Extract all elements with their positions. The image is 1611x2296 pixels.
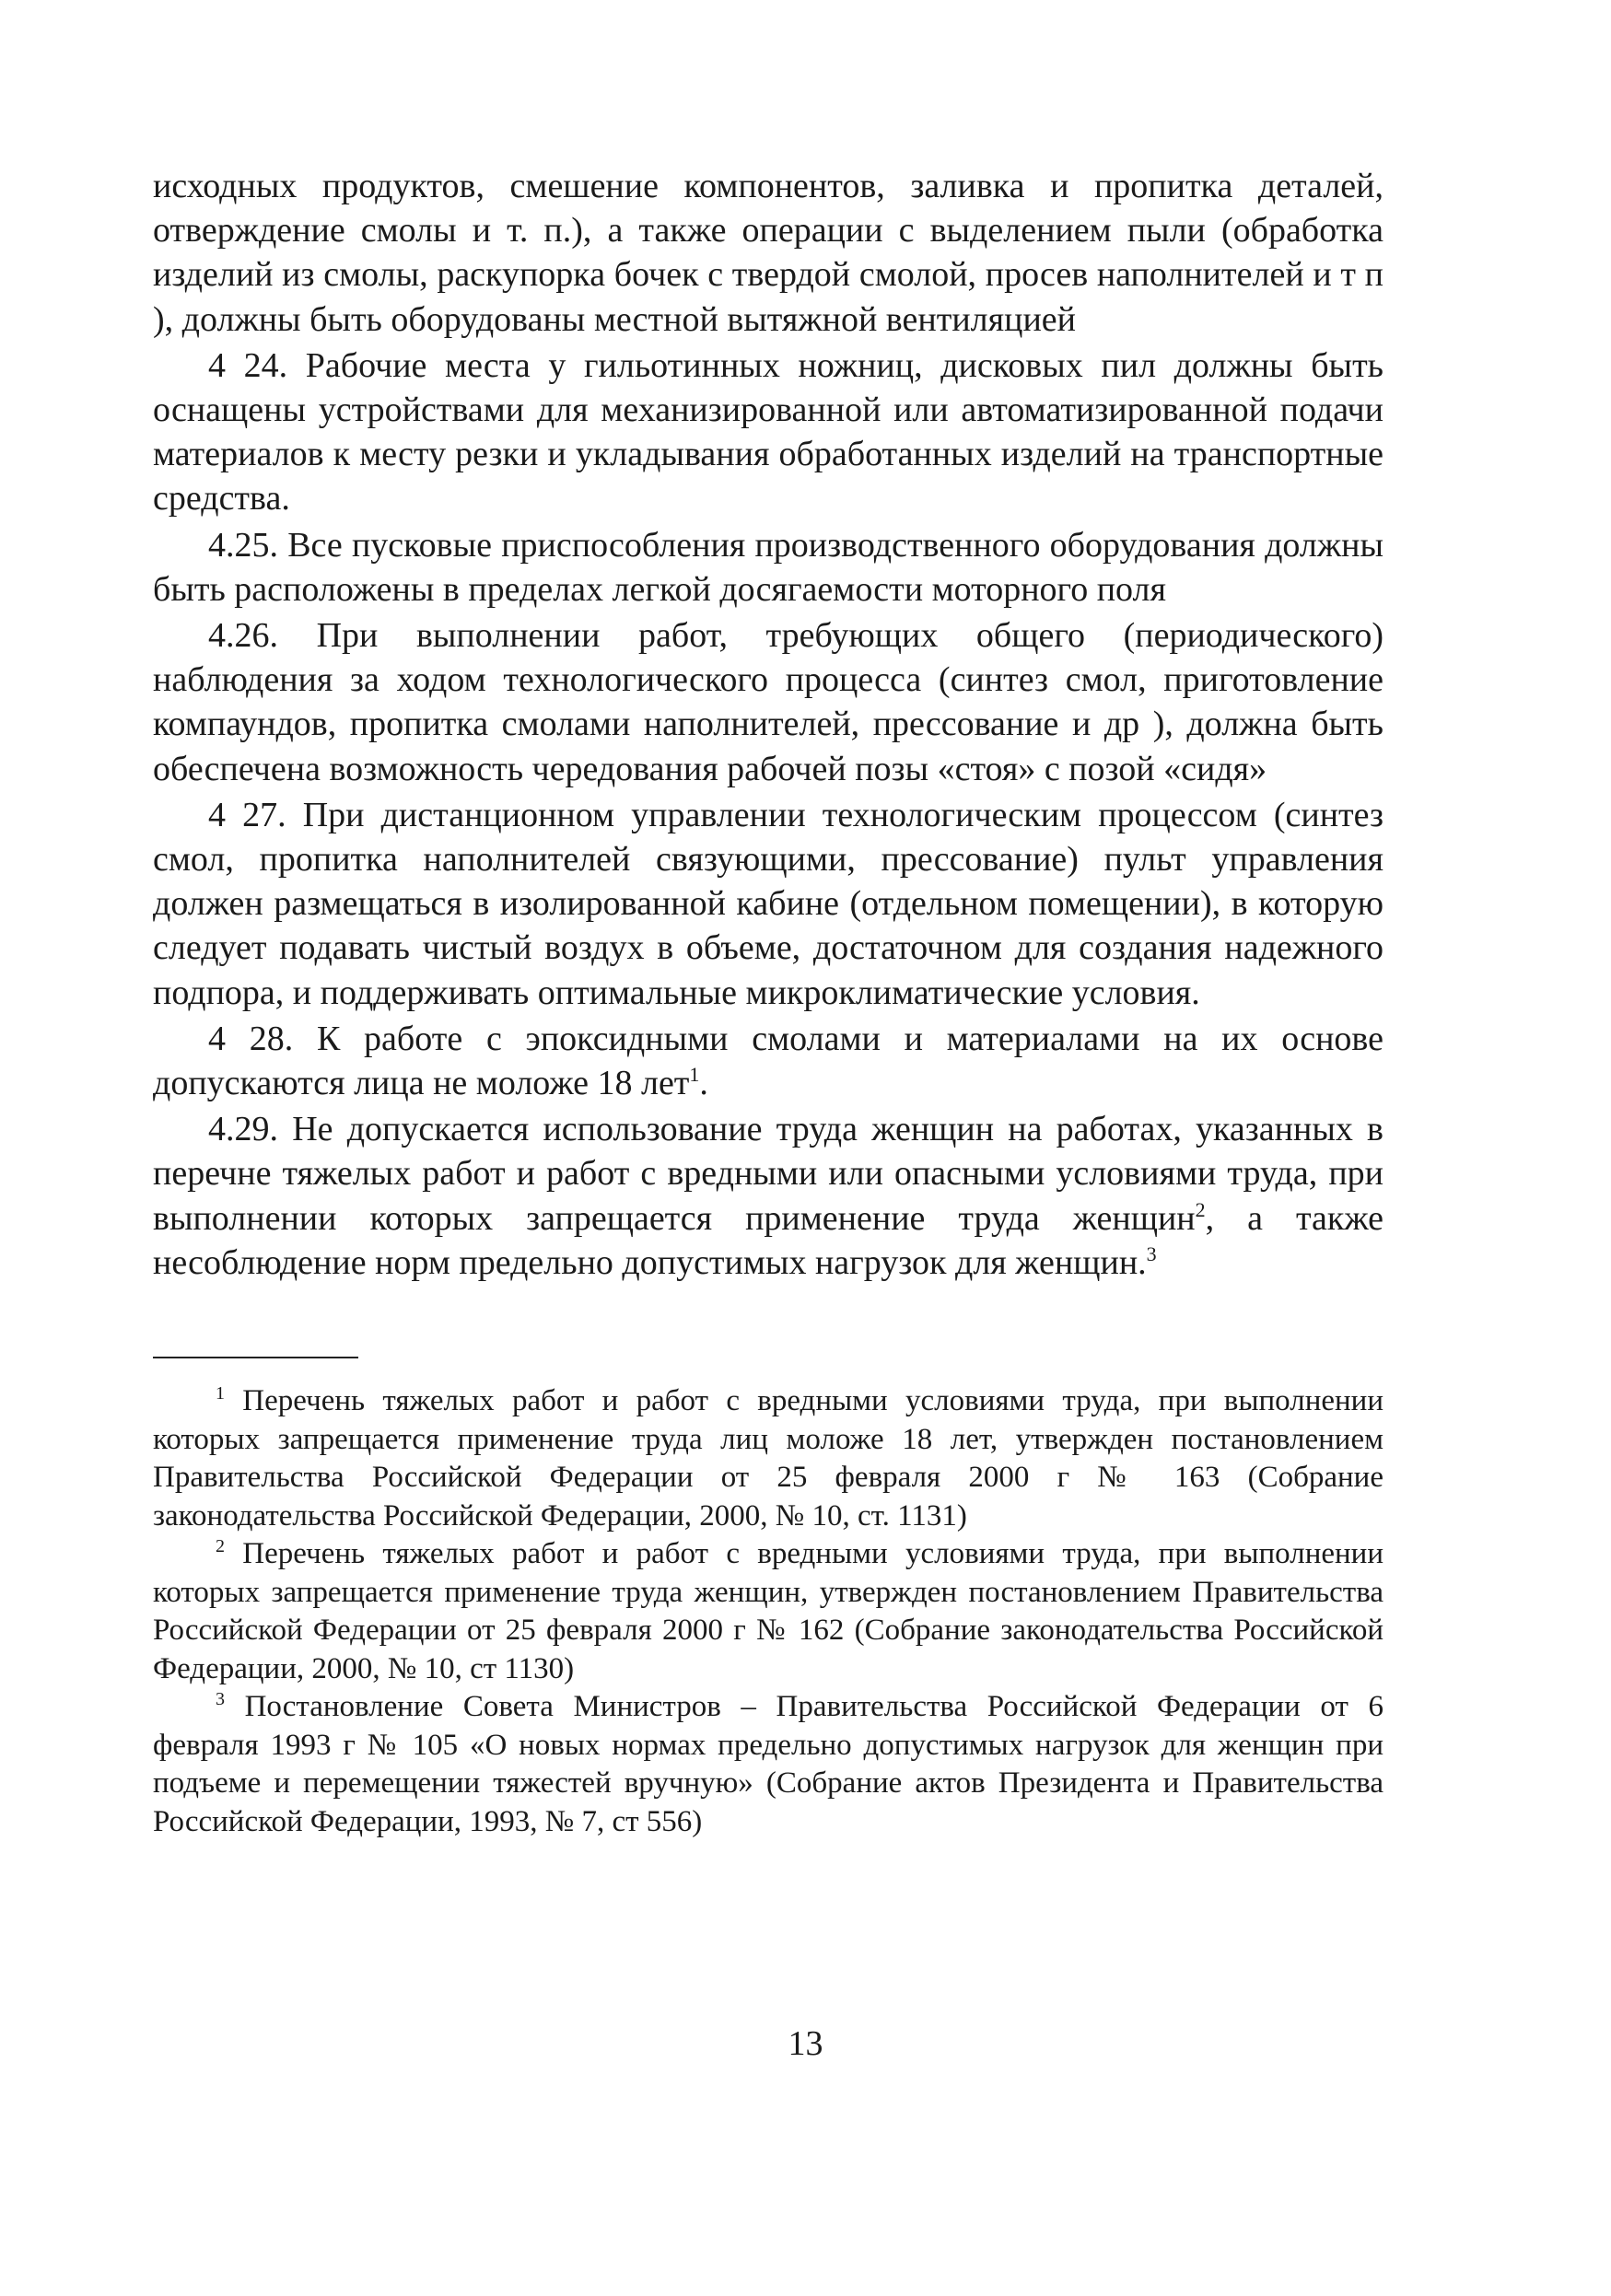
paragraph-text-tail: , а также несоблюдение норм предельно допустимых нагрузок для женщин. [153,1198,1383,1282]
footnote-marker: 2 [216,1536,225,1557]
paragraph-4-28 [153,1017,1383,1105]
document-page [153,164,1383,1841]
footnote-reference-1: 1 [689,1063,700,1087]
paragraph-4-27 [153,793,1383,1015]
paragraph-text: 4 24. Рабочие места у гильотинных ножниц, дисковых пил должны быть оснащены устройствами для механизированной или автоматизированной подачи материалов к месту резки и укладывания обработанных изделий на транспортные средства. [153,345,1383,519]
paragraph-4-26 [153,613,1383,791]
paragraph-text: исходных продуктов, смешение компонентов, заливка и пропитка деталей, отверждение смолы и т. п.), а также операции с выделением пыли (обработка изделий из смолы, раскупорка бочек с твердой смолой, просев наполнителей и т п ), должны быть оборудованы местной вытяжной вентиляцией [153,167,1383,339]
paragraph-text: 4.26. При выполнении работ, требующих общего (периодического) наблюдения за ходом технологического процесса (синтез смол, приготовление компаундов, пропитка смолами наполнителей, прессование и др ), должна быть обеспечена возможность чередования рабочей позы «стоя» с позой «сидя» [153,616,1383,788]
paragraph-text: 4.29. Не допускается использование труда женщин на работах, указанных в перечне тяжелых работ и работ с вредными или опасными условиями труда, при выполнении которых запрещается применение труда женщин [153,1110,1383,1238]
footnote-3 [153,1688,1383,1841]
paragraph-4-29 [153,1107,1383,1285]
footnote-reference-2: 2 [1195,1197,1206,1221]
footnote-marker: 3 [216,1689,225,1710]
paragraph-4-24 [153,344,1383,521]
paragraph-4-23-continuation [153,164,1383,342]
footnote-marker: 1 [216,1383,225,1404]
paragraph-text: 4.25. Все пусковые приспособления производственного оборудования должны быть расположены в пределах легкой досягаемости моторного поля [153,525,1383,609]
paragraph-text: 4 28. К работе с эпоксидными смолами и материалами на их основе допускаются лица не моложе 18 лет [153,1019,1383,1103]
footnote-text: Перечень тяжелых работ и работ с вредными условиями труда, при выполнении которых запрещается применение труда лиц моложе 18 лет, утвержден постановлением Правительства Российской Федерации от 25 февраля 2000 г № 163 (Собрание законодательства Российской Федерации, 2000, № 10, ст. 1131) [153,1384,1383,1533]
paragraph-text-tail: . [699,1064,708,1103]
footnote-1 [153,1382,1383,1535]
document-body [153,164,1383,1285]
footnote-text: Постановление Совета Министров – Правительства Российской Федерации от 6 февраля 1993 г № 105 «О новых нормах предельно допустимых нагрузок для женщин при подъеме и перемещении тяжестей вручную» (Собрание актов Президента и Правительства Российской Федерации, 1993, № 7, ст 556) [153,1690,1384,1838]
footnote-2 [153,1535,1383,1688]
footnotes [153,1382,1383,1841]
footnote-reference-3: 3 [1146,1241,1157,1265]
footnote-text: Перечень тяжелых работ и работ с вредными условиями труда, при выполнении которых запрещается применение труда женщин, утвержден постановлением Правительства Российской Федерации от 25 февраля 2000 г № 162 (Собрание законодательства Российской Федерации, 2000, № 10, ст 1130) [153,1537,1383,1685]
paragraph-text: 4 27. При дистанционном управлении технологическим процессом (синтез смол, пропитка наполнителей связующими, прессование) пульт управления должен размещаться в изолированной кабине (отдельном помещении), в которую следует подавать чистый воздух в объеме, достаточном для создания надежного подпора, и поддерживать оптимальные микроклиматические условия. [153,795,1383,1012]
page-number: 13 [788,2024,823,2063]
paragraph-4-25 [153,523,1383,612]
footnote-separator [153,1357,358,1358]
